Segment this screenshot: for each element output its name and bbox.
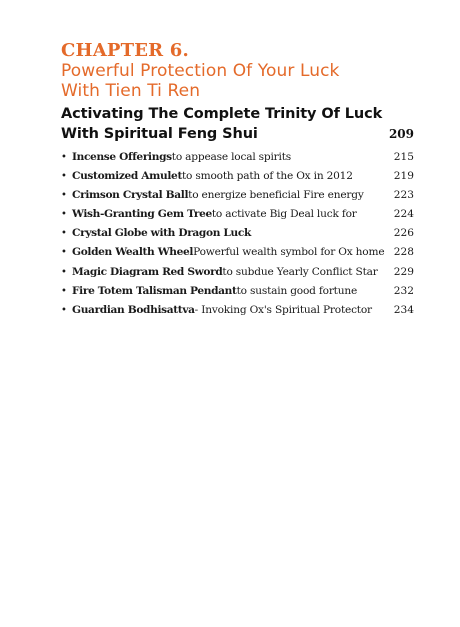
entry-description: to energize beneficial Fire energy (188, 189, 364, 202)
entry-description: to activate Big Deal luck for (211, 208, 357, 221)
entry-page-number: 223 (393, 189, 414, 202)
entry-title: Magic Diagram Red Sword (72, 265, 223, 278)
toc-entry (61, 301, 413, 320)
entry-description: to appease local spirits (171, 151, 292, 163)
bullet-icon: • (61, 228, 67, 240)
bullet-icon: • (61, 304, 67, 316)
bullet-icon: • (61, 171, 67, 183)
bullet-icon: • (61, 209, 67, 221)
entry-page-number: 219 (393, 170, 414, 183)
entry-title: Incense Offerings (72, 151, 172, 163)
toc-entry (61, 148, 413, 167)
entry-page-number: 232 (393, 284, 414, 297)
entry-page-number: 226 (393, 227, 414, 240)
section-page-number: 209 (388, 127, 414, 141)
toc-entry (61, 167, 413, 186)
entry-page-number: 215 (393, 151, 414, 163)
toc-entry (61, 263, 413, 282)
section-title-line-2: With Spiritual Feng Shui (61, 126, 258, 142)
toc-entry (61, 186, 413, 205)
entry-description: - Invoking Ox's Spiritual Protector (194, 303, 372, 316)
bullet-icon: • (61, 247, 67, 259)
entry-page-number: 224 (393, 208, 414, 221)
table-of-contents (61, 40, 413, 320)
toc-list (61, 148, 413, 320)
bullet-icon: • (61, 266, 67, 278)
entry-title: Crystal Globe with Dragon Luck (72, 227, 251, 240)
entry-title: Customized Amulet (72, 170, 182, 183)
entry-page-number: 229 (393, 265, 414, 278)
entry-description: Powerful wealth symbol for Ox home (193, 246, 385, 259)
entry-description: to smooth path of the Ox in 2012 (181, 170, 353, 183)
entry-title: Fire Totem Talisman Pendant (72, 284, 237, 297)
entry-page-number: 228 (393, 246, 414, 259)
section-title-line-1: Activating The Complete Trinity Of Luck (61, 106, 383, 122)
bullet-icon: • (61, 152, 67, 163)
entry-description: to subdue Yearly Conflict Star (222, 265, 378, 278)
bullet-icon: • (61, 285, 67, 297)
toc-entry (61, 243, 413, 262)
entry-title: Guardian Bodhisattva (72, 303, 195, 316)
entry-title: Crimson Crystal Ball (72, 189, 189, 202)
entry-description: to sustain good fortune (236, 284, 358, 297)
chapter-number: CHAPTER 6. (61, 40, 189, 61)
bullet-icon: • (61, 190, 67, 202)
toc-entry (61, 205, 413, 224)
entry-title: Golden Wealth Wheel (72, 246, 194, 259)
entry-page-number: 234 (393, 303, 414, 316)
chapter-title-line-1: Powerful Protection Of Your Luck (61, 61, 340, 81)
toc-entry (61, 224, 413, 243)
section-heading (61, 124, 413, 144)
chapter-title-line-2: With Tien Ti Ren (61, 81, 201, 101)
entry-title: Wish-Granting Gem Tree (72, 208, 212, 221)
toc-entry (61, 282, 413, 301)
